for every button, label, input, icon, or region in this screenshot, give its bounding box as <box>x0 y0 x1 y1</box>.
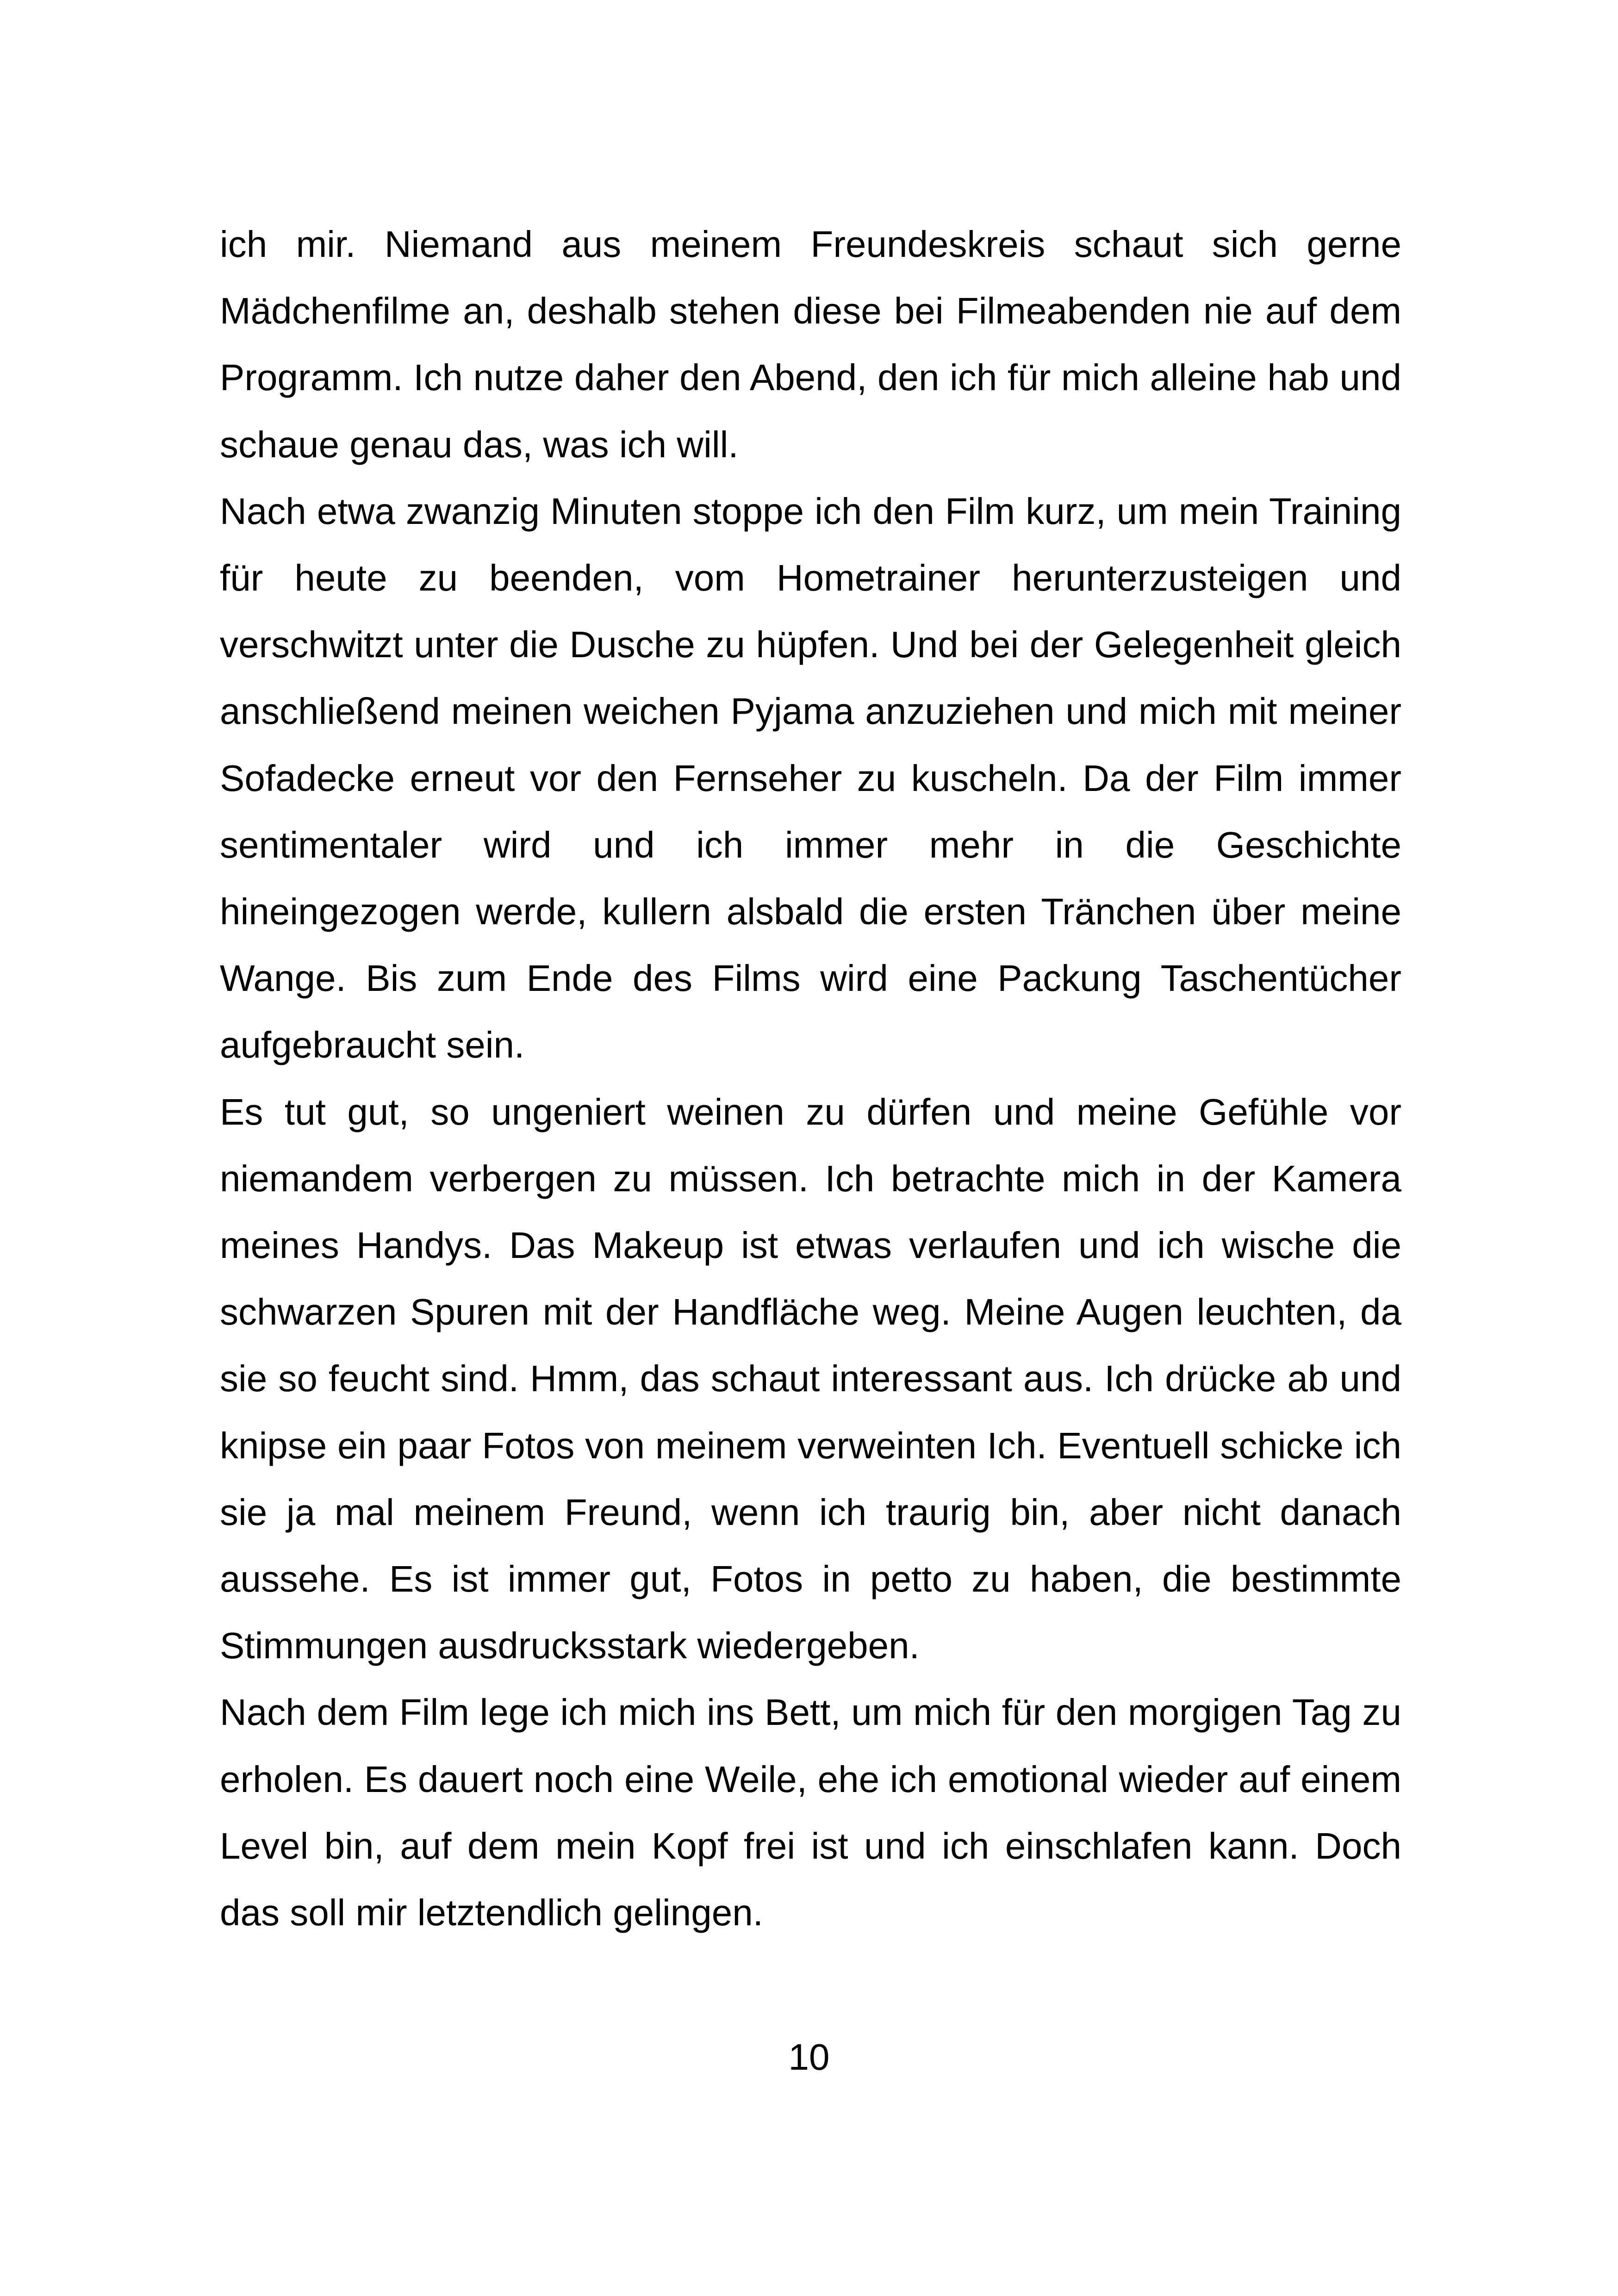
page-number: 10 <box>788 2036 830 2078</box>
paragraph: Nach dem Film lege ich mich ins Bett, um mich für den morgigen Tag zu erholen. Es dauert noch eine Weile, ehe ich emotional wieder auf einem Level bin, auf dem mein Kopf frei ist und ich einschlafen kann. Doch das soll mir letztendlich gelingen. <box>220 1692 1401 1934</box>
body-text <box>220 211 1401 1946</box>
paragraph: Es tut gut, so ungeniert weinen zu dürfen und meine Gefühle vor niemandem verbergen zu müssen. Ich betrachte mich in der Kamera meines Handys. Das Makeup ist etwas verlaufen und ich wische die schwarzen Spuren mit der Handfläche weg. Meine Augen leuchten, da sie so feucht sind. Hmm, das schaut interessant aus. Ich drücke ab und knipse ein paar Fotos von meinem verweinten Ich. Eventuell schicke ich sie ja mal meinem Freund, wenn ich traurig bin, aber nicht danach aussehe. Es ist immer gut, Fotos in petto zu haben, die bestimmte Stimmungen ausdrucksstark wiedergeben. <box>220 1091 1401 1667</box>
paragraph: Nach etwa zwanzig Minuten stoppe ich den Film kurz, um mein Training für heute zu beenden, vom Hometrainer herunterzusteigen und verschwitzt unter die Dusche zu hüpfen. Und bei der Gelegenheit gleich anschließend meinen weichen Pyjama anzuziehen und mich mit meiner Sofadecke erneut vor den Fernseher zu kuscheln. Da der Film immer sentimentaler wird und ich immer mehr in die Geschichte hineingezogen werde, kullern alsbald die ersten Tränchen über meine Wange. Bis zum Ende des Films wird eine Packung Taschentücher aufgebraucht sein. <box>220 490 1401 1066</box>
paragraph: ich mir. Niemand aus meinem Freundeskreis schaut sich gerne Mädchenfilme an, deshalb stehen diese bei Filmeabenden nie auf dem Programm. Ich nutze daher den Abend, den ich für mich alleine hab und schaue genau das, was ich will. <box>220 224 1401 465</box>
